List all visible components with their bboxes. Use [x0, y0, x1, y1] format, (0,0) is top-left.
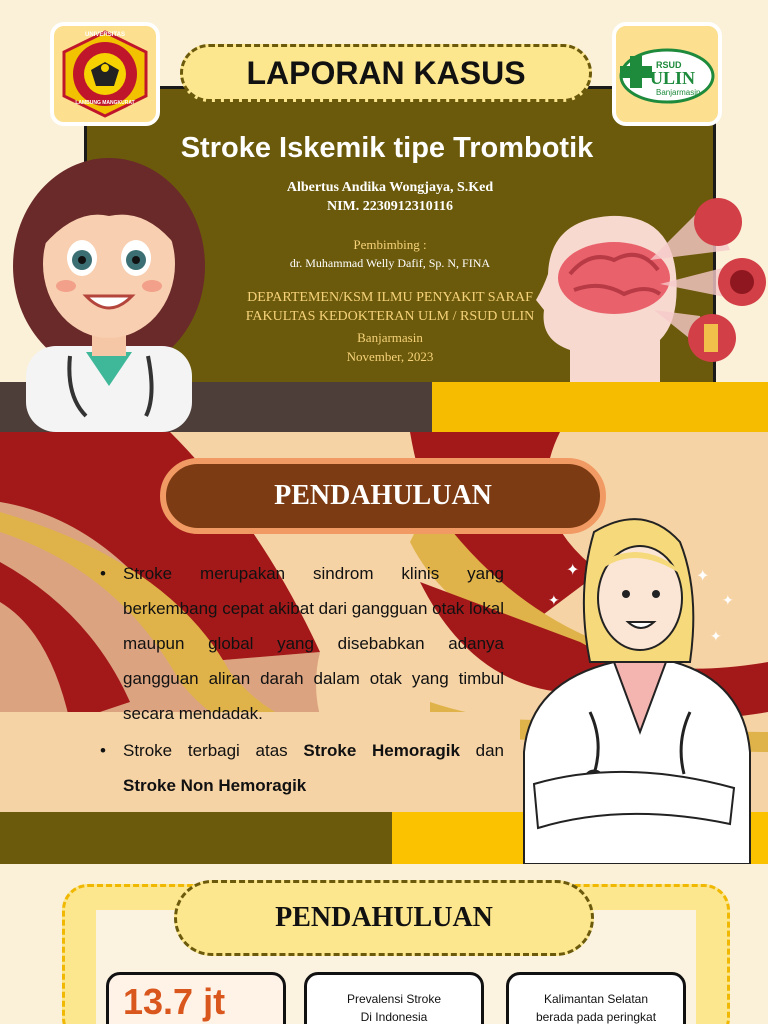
- stat-value: 13.7 jt: [123, 981, 226, 1022]
- card-region-line2: berada pada peringkat: [535, 1010, 657, 1024]
- university-emblem-icon: [54, 26, 156, 122]
- info-card-region: [506, 972, 686, 1024]
- sparkle-icon: ✦: [548, 592, 560, 608]
- hospital-logo: [612, 22, 722, 126]
- footer-band-right: [432, 382, 768, 432]
- footer-band-left: [0, 812, 392, 864]
- hospital-logo-rsud: RSUD: [656, 60, 682, 70]
- intro-bullets: [98, 556, 504, 803]
- logo-text-top: UNIVERSITAS: [85, 32, 125, 38]
- intro-slide: [0, 432, 768, 864]
- sparkle-icon: ✦: [722, 592, 734, 608]
- city: Banjarmasin: [357, 330, 423, 345]
- doctor-illustration: [6, 146, 212, 432]
- prevalence-slide: [0, 864, 768, 1024]
- card-prevalence-line1: Prevalensi Stroke: [346, 992, 442, 1006]
- supervisor-name: dr. Muhammad Welly Dafif, Sp. N, FINA: [289, 256, 491, 270]
- section-title: PENDAHULUAN: [174, 880, 594, 956]
- classification-hemorrhagic: Stroke Hemoragik: [303, 741, 460, 760]
- faculty: FAKULTAS KEDOKTERAN ULM / RSUD ULIN: [245, 309, 535, 324]
- classification-non-hemorrhagic: Stroke Non Hemoragik: [123, 776, 307, 795]
- author-name: Albertus Andika Wongjaya, S.Ked: [286, 180, 494, 195]
- brain-illustration: [530, 190, 766, 382]
- title-slide: [0, 0, 768, 432]
- bullet-classification: [98, 733, 504, 803]
- bullet-definition: • Stroke merupakan sindrom klinis yang berkembang cepat akibat dari gangguan otak lokal maupun global yang disebabkan adanya gangguan aliran darah dalam otak yang timbul secara mendadak.: [98, 556, 504, 731]
- author-nim: NIM. 2230912310116: [327, 199, 453, 214]
- section-title: PENDAHULUAN: [160, 458, 606, 534]
- university-logo: [50, 22, 160, 126]
- card-region-line1: Kalimantan Selatan: [543, 992, 649, 1006]
- doctor-arms-crossed-illustration: [494, 512, 756, 864]
- classification-conj: dan: [459, 741, 504, 760]
- card-prevalence-line2: Di Indonesia: [360, 1010, 428, 1024]
- case-title: Stroke Iskemik tipe Trombotik: [180, 132, 594, 164]
- slide-title: LAPORAN KASUS: [180, 44, 592, 102]
- stat-card: [106, 972, 286, 1024]
- department: DEPARTEMEN/KSM ILMU PENYAKIT SARAF: [247, 290, 533, 305]
- logo-text-bottom: LAMBUNG MANGKURAT: [75, 100, 135, 106]
- classification-prefix: Stroke terbagi atas: [123, 741, 304, 760]
- sparkle-icon: ✦: [566, 562, 580, 579]
- sparkle-icon: ✦: [696, 568, 710, 585]
- hospital-logo-city: Banjarmasin: [656, 88, 701, 97]
- sparkle-icon: ✦: [710, 628, 722, 644]
- info-card-prevalence: [304, 972, 484, 1024]
- hospital-logo-ulin: ULIN: [650, 68, 696, 88]
- supervisor-label: Pembimbing :: [353, 237, 427, 252]
- date: November, 2023: [346, 349, 434, 364]
